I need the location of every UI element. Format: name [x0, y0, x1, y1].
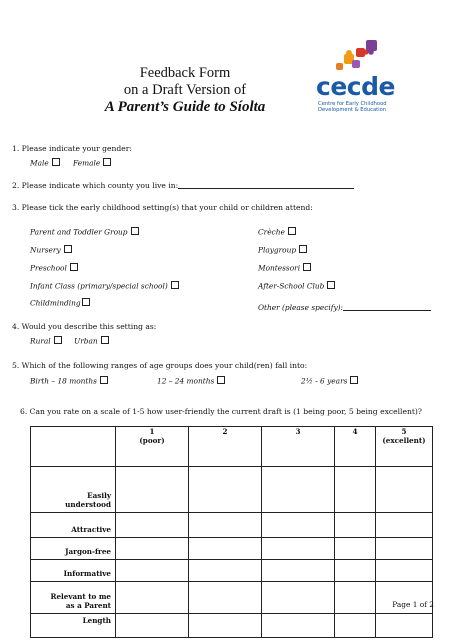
- option-12-24[interactable]: 12 – 24 months: [157, 376, 225, 386]
- rating-cell[interactable]: [262, 582, 335, 614]
- col-header-4: 4: [335, 427, 376, 467]
- option-preschool[interactable]: Preschool: [30, 263, 78, 273]
- option-2-6[interactable]: 2½ - 6 years: [301, 376, 358, 386]
- corner-cell: [31, 427, 116, 467]
- col-header-1: 1 (poor): [116, 427, 189, 467]
- row-label: Informative: [31, 560, 116, 582]
- rating-cell[interactable]: [262, 467, 335, 513]
- option-female[interactable]: Female: [73, 158, 111, 168]
- question-2: 2. Please indicate which county you live in:: [12, 181, 354, 190]
- table-row: [31, 513, 433, 538]
- col-header-2: 2: [189, 427, 262, 467]
- title-line-3: A Parent’s Guide to Síolta: [104, 99, 266, 115]
- option-male[interactable]: Male: [30, 158, 60, 168]
- rating-cell[interactable]: [262, 513, 335, 538]
- county-field[interactable]: [178, 188, 354, 189]
- table-row: [31, 560, 433, 582]
- rating-cell[interactable]: [335, 467, 376, 513]
- rating-cell[interactable]: [262, 560, 335, 582]
- rating-cell[interactable]: [335, 614, 376, 638]
- question-1: 1. Please indicate your gender:: [12, 144, 132, 153]
- rating-cell[interactable]: [189, 560, 262, 582]
- question-4: 4. Would you describe this setting as:: [12, 322, 157, 331]
- col-header-3: 3: [262, 427, 335, 467]
- title-line-2: on a Draft Version of: [123, 82, 247, 98]
- option-rural[interactable]: Rural: [30, 336, 62, 346]
- logo-word: cecde: [316, 72, 395, 101]
- rating-cell[interactable]: [116, 467, 189, 513]
- rating-cell[interactable]: [189, 582, 262, 614]
- rating-cell[interactable]: [189, 538, 262, 560]
- rating-cell[interactable]: [116, 560, 189, 582]
- rating-cell[interactable]: [376, 560, 433, 582]
- rating-cell[interactable]: [335, 560, 376, 582]
- table-row: [31, 582, 433, 614]
- rating-cell[interactable]: [376, 538, 433, 560]
- option-other: Other (please specify):: [258, 303, 431, 312]
- rating-cell[interactable]: [262, 538, 335, 560]
- rating-cell[interactable]: [189, 467, 262, 513]
- page-number: Page 1 of 2: [392, 600, 434, 609]
- row-label: Easily understood: [31, 467, 116, 513]
- rating-table: [30, 426, 433, 638]
- rating-cell[interactable]: [189, 513, 262, 538]
- col-header-5: 5 (excellent): [376, 427, 433, 467]
- checkbox[interactable]: [52, 158, 60, 166]
- rating-header-row: [31, 427, 433, 467]
- rating-cell[interactable]: [116, 614, 189, 638]
- row-label: Jargon-free: [31, 538, 116, 560]
- rating-cell[interactable]: [376, 513, 433, 538]
- rating-cell[interactable]: [116, 513, 189, 538]
- rating-cell[interactable]: [335, 513, 376, 538]
- rating-cell[interactable]: [262, 614, 335, 638]
- rating-cell[interactable]: [376, 467, 433, 513]
- question-3: 3. Please tick the early childhood setting(s) that your child or children attend:: [12, 203, 313, 212]
- table-row: [31, 538, 433, 560]
- rating-cell[interactable]: [116, 582, 189, 614]
- option-montessori[interactable]: Montessori: [258, 263, 311, 273]
- option-after-school[interactable]: After-School Club: [258, 281, 335, 291]
- option-urban[interactable]: Urban: [74, 336, 109, 346]
- checkbox[interactable]: [103, 158, 111, 166]
- option-infant-class[interactable]: Infant Class (primary/special school): [30, 281, 179, 291]
- table-row: [31, 467, 433, 513]
- question-6: 6. Can you rate on a scale of 1-5 how user-friendly the current draft is (1 being poor, 5 being excellent)?: [20, 407, 422, 416]
- rating-cell[interactable]: [376, 614, 433, 638]
- rating-cell[interactable]: [116, 538, 189, 560]
- table-row: [31, 614, 433, 638]
- row-label: Relevant to me as a Parent: [31, 582, 116, 614]
- row-label: Length: [31, 614, 116, 638]
- logo-subtitle: Centre for Early Childhood Development & Education: [318, 101, 387, 114]
- option-childminding[interactable]: Childminding: [30, 298, 90, 308]
- option-playgroup[interactable]: Playgroup: [258, 245, 307, 255]
- title-line-1: Feedback Form: [139, 65, 231, 81]
- other-specify-field[interactable]: [343, 310, 431, 311]
- option-parent-toddler[interactable]: Parent and Toddler Group: [30, 227, 139, 237]
- rating-cell[interactable]: [189, 614, 262, 638]
- option-creche[interactable]: Crèche: [258, 227, 296, 237]
- row-label: Attractive: [31, 513, 116, 538]
- rating-cell[interactable]: [335, 582, 376, 614]
- option-nursery[interactable]: Nursery: [30, 245, 72, 255]
- rating-cell[interactable]: [335, 538, 376, 560]
- question-5: 5. Which of the following ranges of age groups does your child(ren) fall into:: [12, 361, 308, 370]
- option-birth-18[interactable]: Birth – 18 months: [30, 376, 108, 386]
